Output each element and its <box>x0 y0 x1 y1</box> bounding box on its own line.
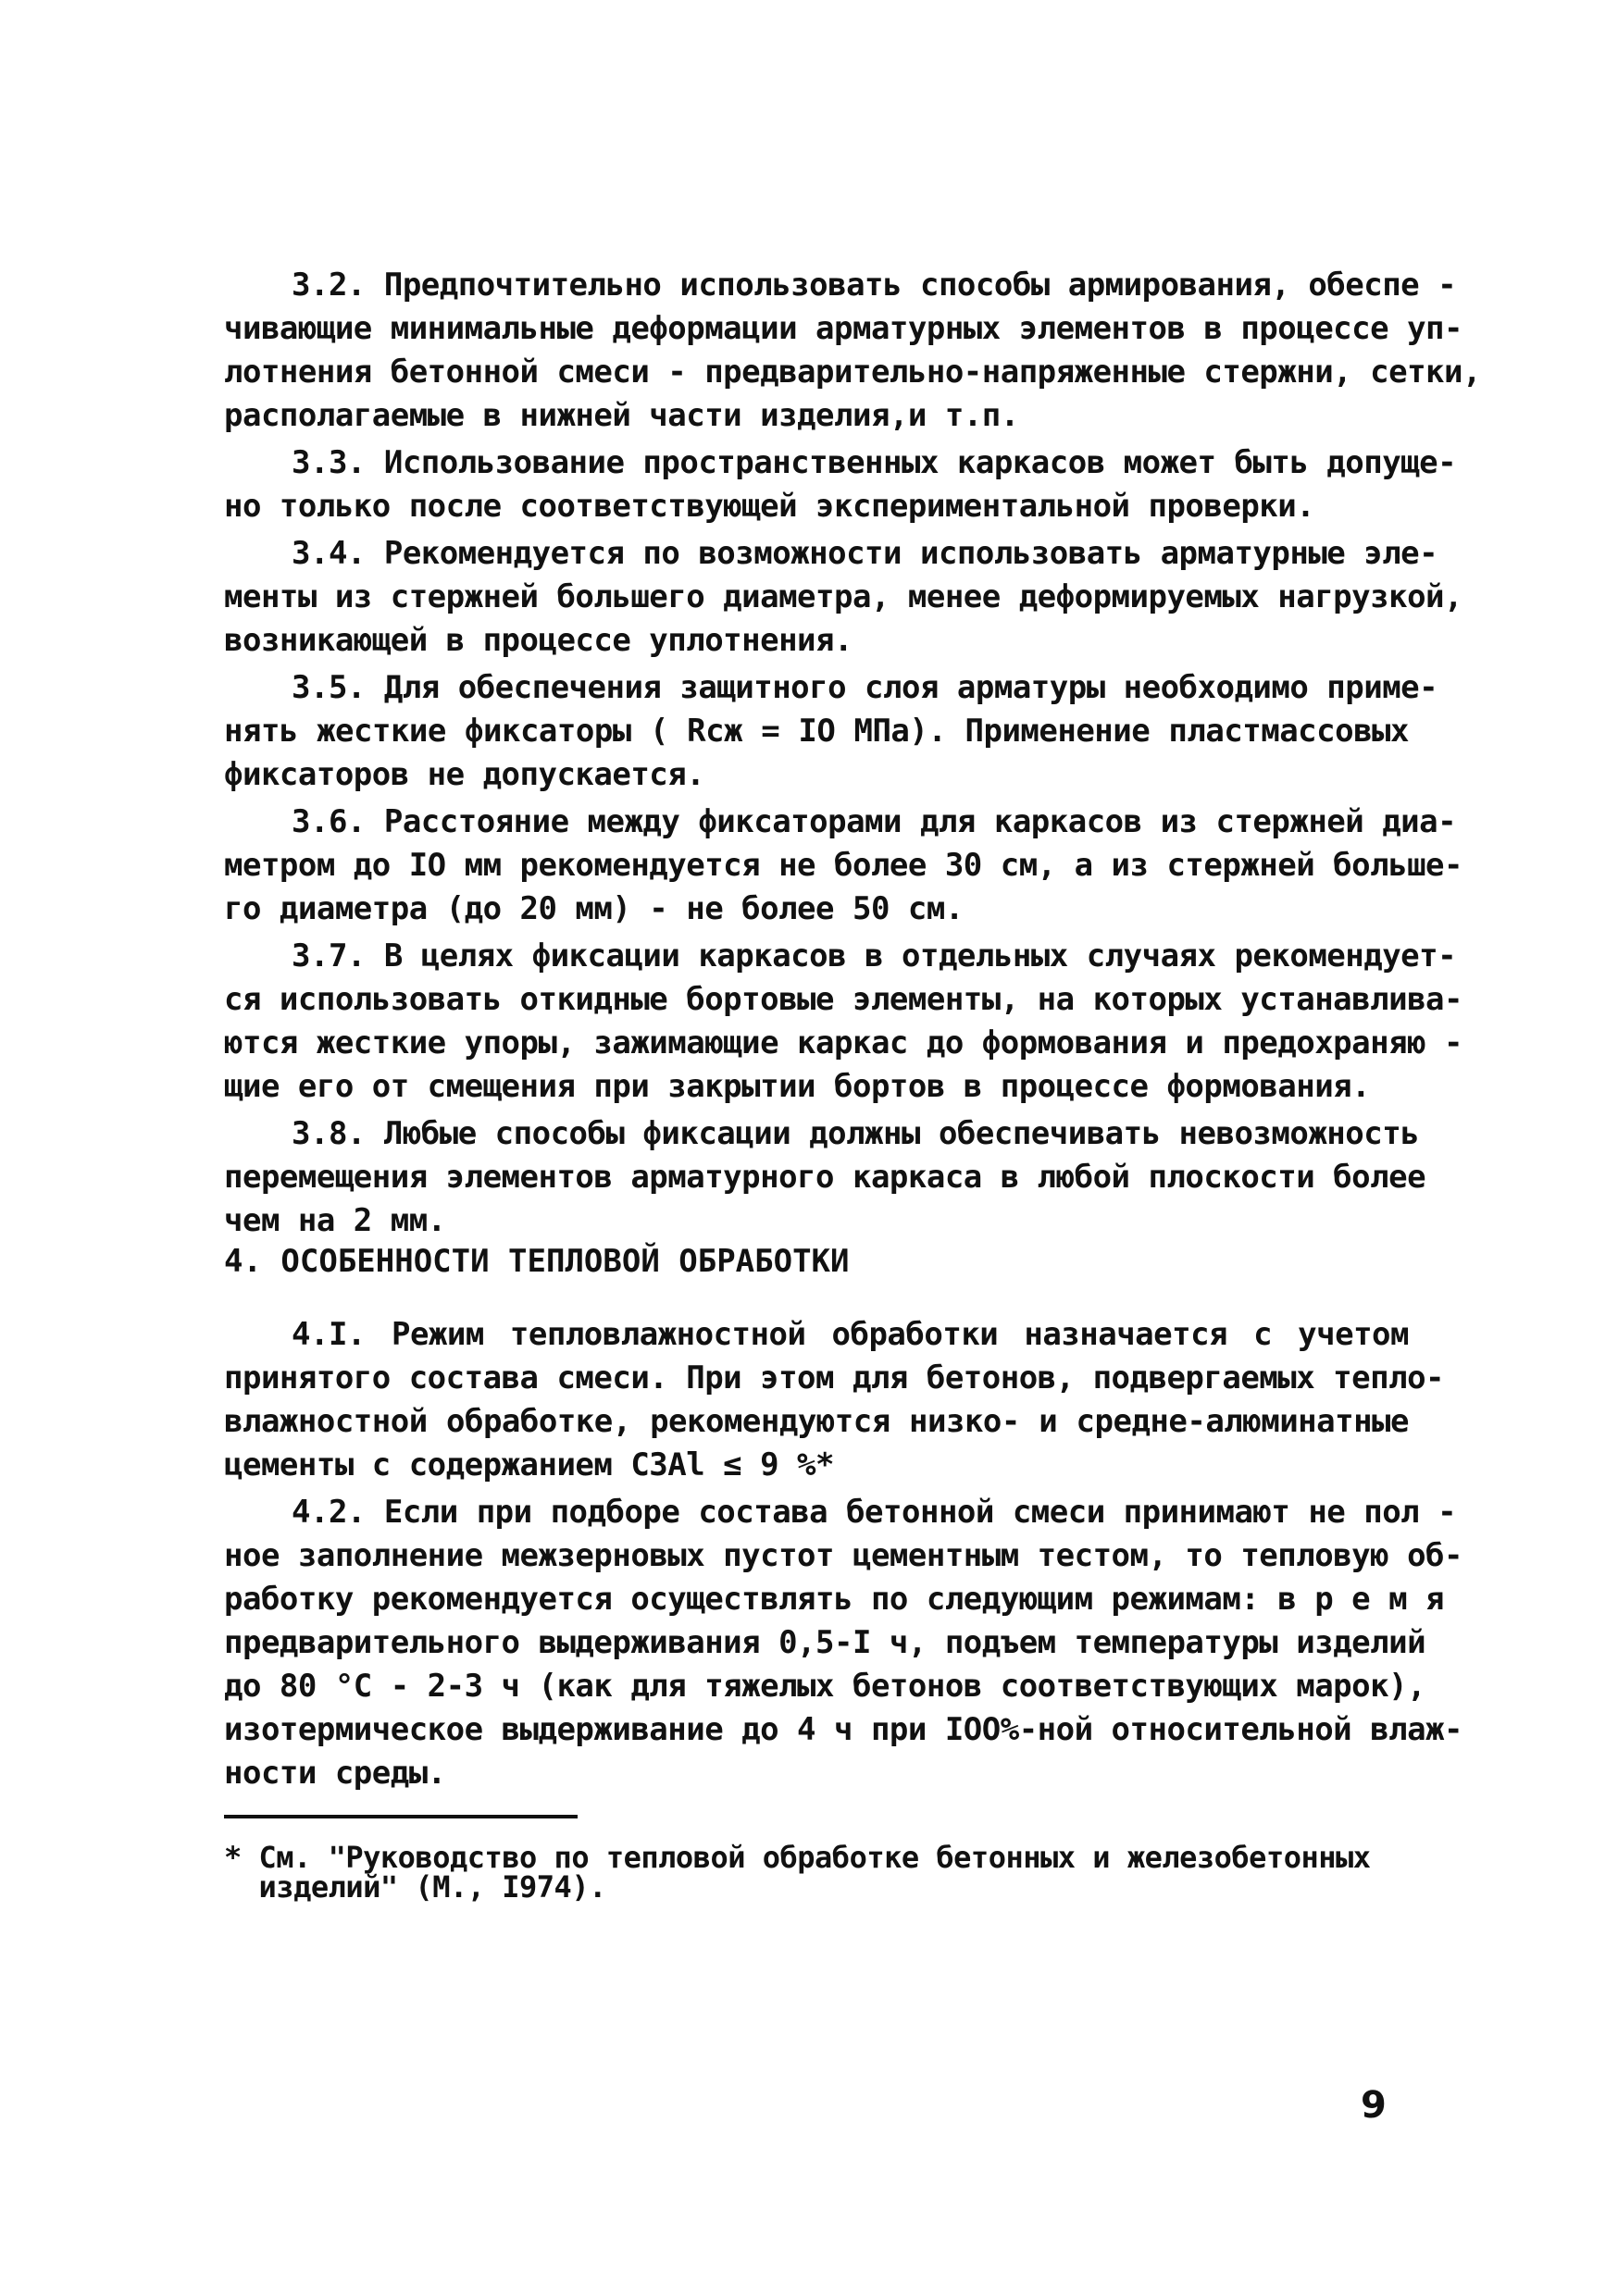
paragraph-3-8-line-1: 3.8. Любые способы фиксации должны обеспечивать невозможность <box>292 1115 1420 1152</box>
footnote-line-2: изделий" (М., I974). <box>224 1869 606 1905</box>
paragraph-3-2-line-4: располагаемые в нижней части изделия,и т.п. <box>224 397 1019 434</box>
paragraph-4-1-line-1: 4.I. Режим тепловлажностной обработки назначается с учетом <box>292 1316 1409 1353</box>
paragraph-4-1-line-4: цементы с содержанием C3Al ≤ 9 %* <box>224 1446 835 1483</box>
paragraph-3-7-line-2: ся использовать откидные бортовые элементы, на которых устанавлива- <box>224 981 1462 1018</box>
paragraph-3-4-line-2: менты из стержней большего диаметра, менее деформируемых нагрузкой, <box>224 578 1462 615</box>
paragraph-3-7-line-4: щие его от смещения при закрытии бортов в процессе формования. <box>224 1068 1371 1105</box>
paragraph-3-3-line-1: 3.3. Использование пространственных каркасов может быть допуще- <box>292 444 1457 481</box>
paragraph-4-2-line-3: работку рекомендуется осуществлять по следующим режимам: в р е м я <box>224 1581 1445 1618</box>
paragraph-3-2-line-3: лотнения бетонной смеси - предварительно-напряженные стержни, сетки, <box>224 354 1481 391</box>
paragraph-4-1-line-2: принятого состава смеси. При этом для бетонов, подвергаемых тепло- <box>224 1359 1445 1396</box>
paragraph-4-2-line-2: ное заполнение межзерновых пустот цементным тестом, то тепловую об- <box>224 1537 1462 1574</box>
paragraph-3-8-line-2: перемещения элементов арматурного каркаса в любой плоскости более <box>224 1159 1426 1196</box>
paragraph-3-2-line-2: чивающие минимальные деформации арматурных элементов в процессе уп- <box>224 310 1462 347</box>
section-heading: 4. ОСОБЕННОСТИ ТЕПЛОВОЙ ОБРАБОТКИ <box>224 1243 850 1280</box>
paragraph-3-6-line-2: метром до IO мм рекомендуется не более 30 см, а из стержней больше- <box>224 847 1462 884</box>
paragraph-3-3-line-2: но только после соответствующей экспериментальной проверки. <box>224 488 1315 525</box>
paragraph-4-2-line-1: 4.2. Если при подборе состава бетонной смеси принимают не пол - <box>292 1494 1457 1531</box>
paragraph-4-1-line-3: влажностной обработке, рекомендуются низко- и средне-алюминатные <box>224 1403 1409 1440</box>
paragraph-3-5-line-3: фиксаторов не допускается. <box>224 756 705 793</box>
page-number: 9 <box>1361 2084 1387 2127</box>
paragraph-3-7-line-3: ются жесткие упоры, зажимающие каркас до формования и предохраняю - <box>224 1024 1462 1061</box>
paragraph-3-5-line-1: 3.5. Для обеспечения защитного слоя арматуры необходимо приме- <box>292 669 1438 706</box>
paragraph-4-2-line-4: предварительного выдерживания 0,5-I ч, подъем температуры изделий <box>224 1624 1426 1661</box>
paragraph-4-2-line-7: ности среды. <box>224 1755 446 1792</box>
paragraph-3-2-line-1: 3.2. Предпочтительно использовать способы армирования, обеспе - <box>292 267 1457 304</box>
paragraph-4-2-line-5: до 80 °С - 2-3 ч (как для тяжелых бетонов соответствующих марок), <box>224 1668 1426 1705</box>
paragraph-3-8-line-3: чем на 2 мм. <box>224 1202 446 1239</box>
footnote-separator <box>224 1815 578 1818</box>
paragraph-3-4-line-3: возникающей в процессе уплотнения. <box>224 622 853 659</box>
paragraph-3-6-line-1: 3.6. Расстояние между фиксаторами для каркасов из стержней диа- <box>292 803 1457 840</box>
paragraph-4-2-line-6: изотермическое выдерживание до 4 ч при IOO%-ной относительной влаж- <box>224 1711 1462 1748</box>
footnote-line-1: * См. "Руководство по тепловой обработке бетонных и железобетонных <box>224 1840 1371 1875</box>
paragraph-3-7-line-1: 3.7. В целях фиксации каркасов в отдельных случаях рекомендует- <box>292 937 1457 974</box>
paragraph-3-6-line-3: го диаметра (до 20 мм) - не более 50 см. <box>224 890 964 927</box>
paragraph-3-5-line-2: нять жесткие фиксаторы ( Rсж = IO МПа). Применение пластмассовых <box>224 713 1409 750</box>
paragraph-3-4-line-1: 3.4. Рекомендуется по возможности использовать арматурные эле- <box>292 535 1438 572</box>
